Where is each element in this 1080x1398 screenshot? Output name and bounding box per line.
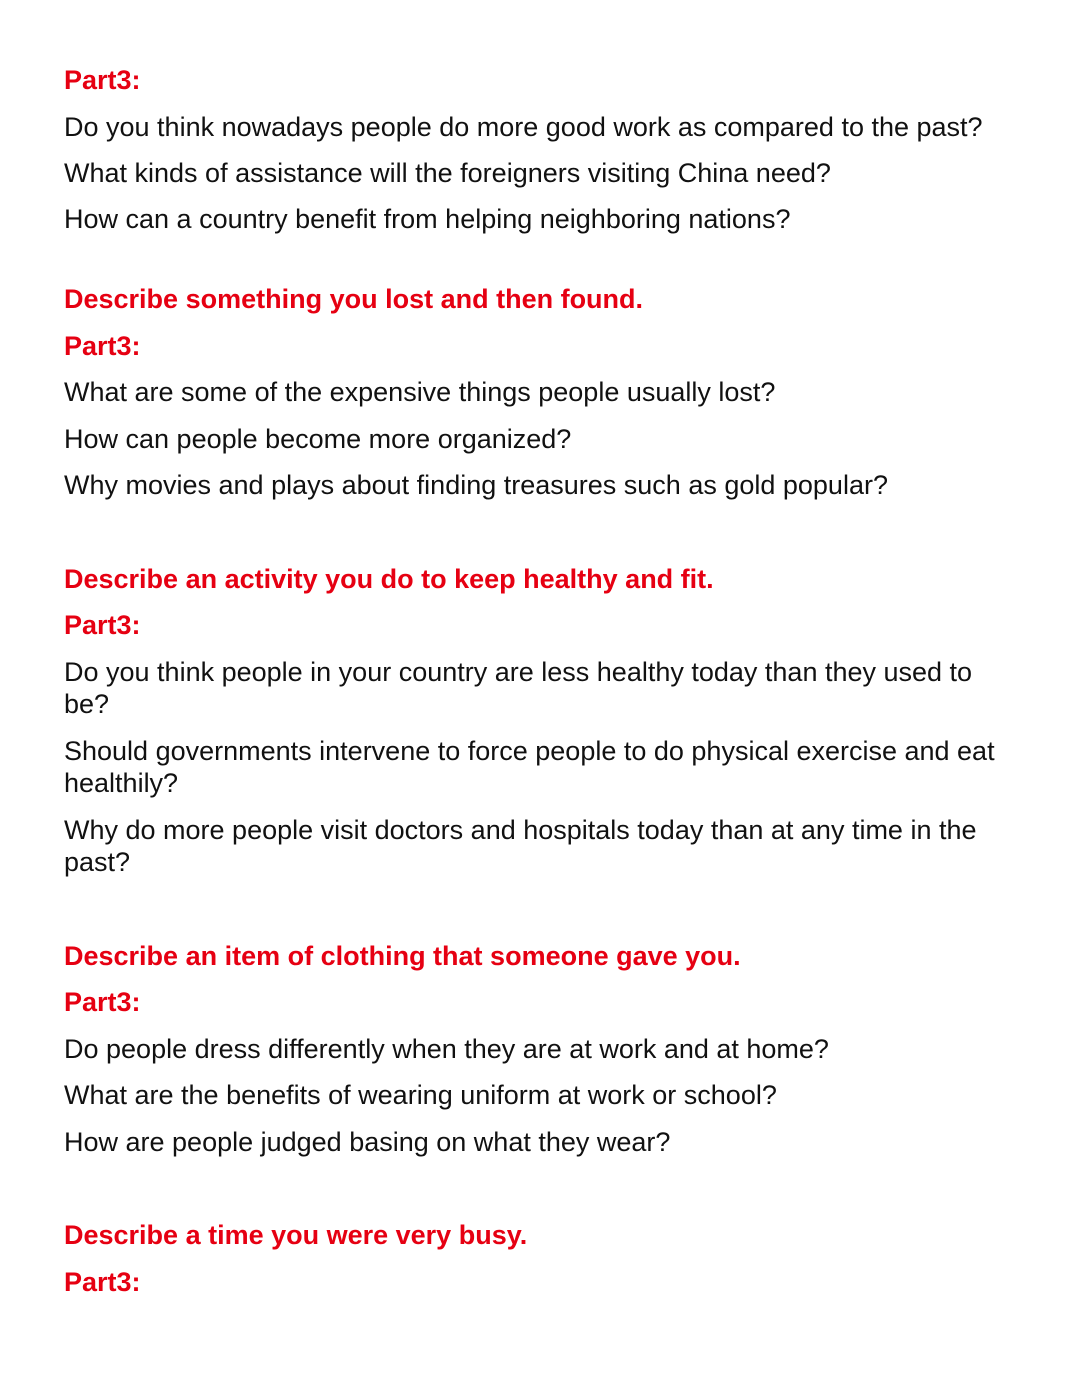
question: What are the benefits of wearing uniform at work or school? — [64, 1080, 777, 1110]
question: How are people judged basing on what they wear? — [64, 1127, 671, 1157]
topic-title: Describe an activity you do to keep healthy and fit. — [64, 564, 714, 594]
question: What kinds of assistance will the foreigners visiting China need? — [64, 158, 831, 188]
part-label: Part3: — [64, 987, 141, 1017]
question: What are some of the expensive things people usually lost? — [64, 377, 776, 407]
part-label: Part3: — [64, 1267, 141, 1297]
question: How can a country benefit from helping neighboring nations? — [64, 204, 791, 234]
question: How can people become more organized? — [64, 424, 572, 454]
topic-title: Describe something you lost and then found. — [64, 284, 644, 314]
part-label: Part3: — [64, 65, 141, 95]
question: Why do more people visit doctors and hospitals today than at any time in the past? — [64, 815, 977, 877]
part-label: Part3: — [64, 610, 141, 640]
part-label: Part3: — [64, 331, 141, 361]
question: Should governments intervene to force people to do physical exercise and eat healthily? — [64, 736, 995, 798]
question: Why movies and plays about finding treasures such as gold popular? — [64, 470, 888, 500]
topic-title: Describe a time you were very busy. — [64, 1220, 528, 1250]
topic-title: Describe an item of clothing that someone gave you. — [64, 941, 741, 971]
question: Do you think people in your country are less healthy today than they used to be? — [64, 657, 973, 719]
question: Do you think nowadays people do more good work as compared to the past? — [64, 112, 983, 142]
question: Do people dress differently when they are at work and at home? — [64, 1034, 829, 1064]
